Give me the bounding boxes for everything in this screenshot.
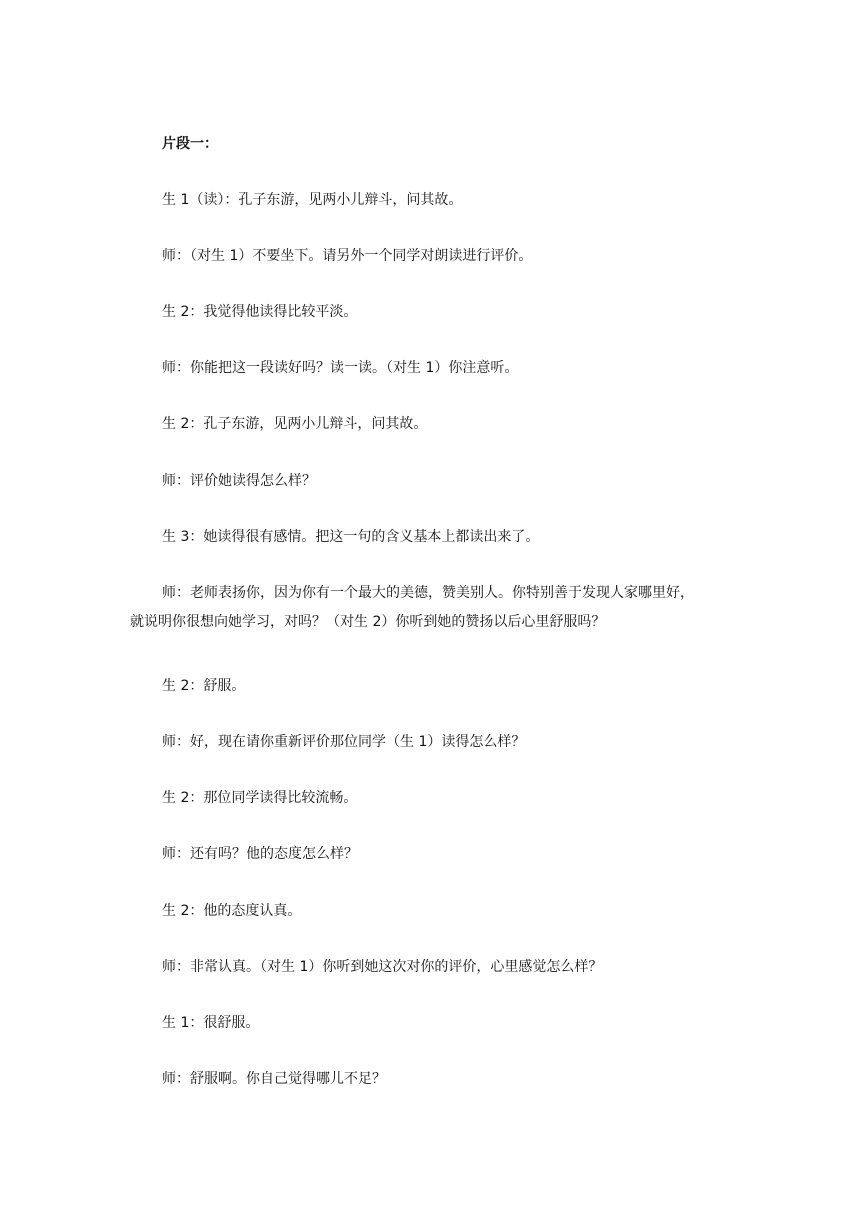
dialogue-line: 师：评价她读得怎么样？ — [162, 473, 316, 489]
dialogue-line: 生 1（读）：孔子东游，见两小儿辩斗，问其故。 — [162, 192, 463, 208]
dialogue-line: 生 3：她读得很有感情。把这一句的含义基本上都读出来了。 — [162, 529, 540, 545]
long-paragraph — [130, 583, 742, 632]
dialogue-line: 生 2：他的态度认真。 — [162, 903, 302, 919]
dialogue-line: 生 2：孔子东游，见两小儿辩斗，问其故。 — [162, 416, 428, 432]
dialogue-line: 师：非常认真。（对生 1）你听到她这次对你的评价，心里感觉怎么样？ — [162, 959, 603, 975]
long-paragraph-line-2: 就说明你很想向她学习，对吗？（对生 2）你听到她的赞扬以后心里舒服吗？ — [130, 614, 606, 630]
dialogue-line: 生 2：那位同学读得比较流畅。 — [162, 790, 358, 806]
dialogue-line: 师：还有吗？他的态度怎么样？ — [162, 846, 358, 862]
dialogue-line: 生 2：舒服。 — [162, 678, 246, 694]
dialogue-line: 师：舒服啊。你自己觉得哪儿不足？ — [162, 1071, 386, 1087]
section-heading: 片段一： — [162, 136, 218, 152]
dialogue-line: 师：你能把这一段读好吗？读一读。（对生 1）你注意听。 — [162, 360, 519, 376]
dialogue-line: 师：好，现在请你重新评价那位同学（生 1）读得怎么样？ — [162, 734, 526, 750]
dialogue-line: 师：（对生 1）不要坐下。请另外一个同学对朗读进行评价。 — [162, 248, 533, 264]
dialogue-line: 生 1：很舒服。 — [162, 1015, 260, 1031]
long-paragraph-line-1: 师：老师表扬你，因为你有一个最大的美德，赞美别人。你特别善于发现人家哪里好， — [162, 585, 694, 601]
dialogue-line: 生 2：我觉得他读得比较平淡。 — [162, 304, 358, 320]
